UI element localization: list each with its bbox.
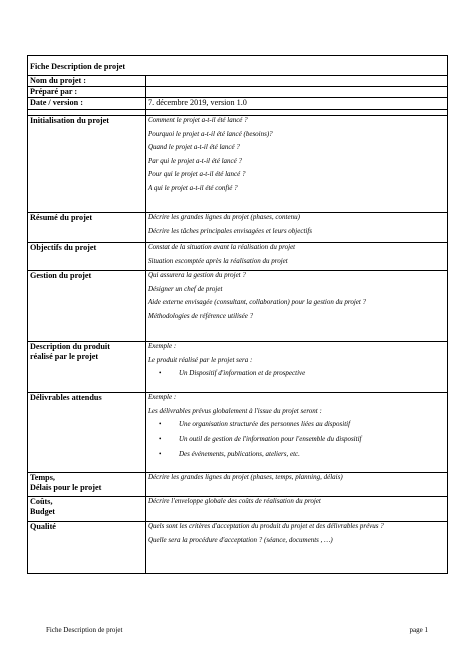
field-label-nom: Nom du projet :	[28, 76, 146, 87]
label-line: Délais pour le projet	[30, 483, 102, 492]
form-title: Fiche Description de projet	[28, 56, 448, 76]
content-line: Quelle sera la procédure d'acceptation ? (séance, documents , …)	[148, 535, 333, 544]
content-line: Aide externe envisagée (consultant, collaboration) pour la gestion du projet ?	[148, 298, 367, 306]
content-line: Pourquoi le projet a-t-il été lancé (besoins)?	[148, 129, 273, 138]
label-line: Description du produit	[30, 342, 110, 351]
bullet-icon: •	[159, 435, 162, 443]
section-label-qualite: Qualité	[28, 522, 146, 574]
footer-left: Fiche Description de projet	[46, 626, 123, 634]
section-content-resume[interactable]	[146, 213, 448, 243]
content-line: Décrire les grandes lignes du projet (phases, contenu)	[148, 213, 300, 221]
content-line: Quand le projet a-t-il été lancé ?	[148, 143, 240, 151]
section-row-description	[28, 342, 448, 393]
field-value-nom[interactable]	[146, 76, 448, 87]
section-row-objectifs	[28, 243, 448, 271]
section-label-initialisation: Initialisation du projet	[28, 116, 146, 213]
header-row	[28, 56, 448, 76]
footer-page-number: page 1	[409, 626, 428, 634]
content-line: A qui le projet a-t-il été confié ?	[148, 183, 238, 192]
field-label-prepare: Préparé par :	[28, 87, 146, 98]
bullet-item	[159, 435, 445, 444]
section-label-objectifs: Objectifs du projet	[28, 243, 146, 271]
bullet-icon: •	[159, 369, 162, 377]
section-content-livrables[interactable]	[146, 393, 448, 473]
section-content-temps[interactable]	[146, 473, 448, 497]
field-row-nom	[28, 76, 448, 87]
bullet-icon: •	[159, 450, 162, 458]
content-line: Méthodologies de référence utilisée ?	[148, 311, 254, 320]
field-row-prepare	[28, 87, 448, 98]
field-value-date[interactable]: 7. décembre 2019, version 1.0	[146, 98, 448, 110]
label-line: Budget	[30, 507, 56, 516]
content-line: Qui assurera la gestion du projet ?	[148, 271, 246, 279]
section-row-gestion	[28, 271, 448, 342]
section-content-objectifs[interactable]	[146, 243, 448, 271]
bullet-text: Des événements, publications, ateliers, etc.	[179, 450, 300, 458]
bullet-item	[159, 420, 445, 429]
content-line: Par qui le projet a-t-il été lancé ?	[148, 156, 243, 165]
section-row-resume	[28, 213, 448, 243]
example-label: Exemple :	[148, 393, 177, 401]
section-row-qualite	[28, 522, 448, 574]
content-line: Décrire les grandes lignes du projet (phases, temps, planning, délais)	[148, 473, 343, 481]
content-line: Désigner un chef de projet	[148, 284, 223, 293]
content-line: Comment le projet a-t-il été lancé ?	[148, 116, 248, 124]
bullet-text: Une organisation structurée des personnes liées au dispositif	[179, 420, 351, 428]
bullet-item	[159, 450, 445, 459]
example-label: Exemple :	[148, 342, 177, 350]
bullet-text: Un Dispositif d'information et de prospective	[179, 369, 306, 377]
content-line: Les délivrables prévus globalement à l'issue du projet seront :	[148, 406, 322, 415]
field-row-date	[28, 98, 448, 110]
label-line: Coûts,	[30, 497, 53, 506]
section-label-temps	[28, 473, 146, 497]
section-label-resume: Résumé du projet	[28, 213, 146, 243]
field-value-prepare[interactable]	[146, 87, 448, 98]
section-label-description	[28, 342, 146, 393]
section-row-initialisation	[28, 116, 448, 213]
section-content-qualite[interactable]	[146, 522, 448, 574]
section-content-gestion[interactable]	[146, 271, 448, 342]
section-content-couts[interactable]	[146, 497, 448, 522]
label-line: Temps,	[30, 473, 55, 482]
bullet-text: Un outil de gestion de l'information pour l'ensemble du dispositif	[179, 435, 362, 443]
section-row-couts	[28, 497, 448, 522]
section-label-couts	[28, 497, 146, 522]
project-description-form	[27, 55, 448, 574]
content-line: Le produit réalisé par le projet sera :	[148, 355, 253, 364]
bullet-item	[159, 369, 445, 378]
content-line: Décrire les tâches principales envisagées et leurs objectifs	[148, 226, 313, 235]
content-line: Décrire l'enveloppe globale des coûts de réalisation du projet	[148, 497, 321, 505]
section-content-description[interactable]	[146, 342, 448, 393]
section-label-gestion: Gestion du projet	[28, 271, 146, 342]
label-line: réalisé par le projet	[30, 352, 99, 361]
section-row-livrables	[28, 393, 448, 473]
field-label-date: Date / version :	[28, 98, 146, 110]
content-line: Quels sont les critères d'acceptation du produit du projet et des délivrables prévus ?	[148, 522, 384, 530]
content-line: Situation escomptée après la réalisation du projet	[148, 256, 288, 265]
section-row-temps	[28, 473, 448, 497]
section-content-initialisation[interactable]	[146, 116, 448, 213]
bullet-icon: •	[159, 420, 162, 428]
content-line: Pour qui le projet a-t-il été lancé ?	[148, 170, 246, 178]
section-label-livrables: Délivrables attendus	[28, 393, 146, 473]
content-line: Constat de la situation avant la réalisation du projet	[148, 243, 296, 251]
